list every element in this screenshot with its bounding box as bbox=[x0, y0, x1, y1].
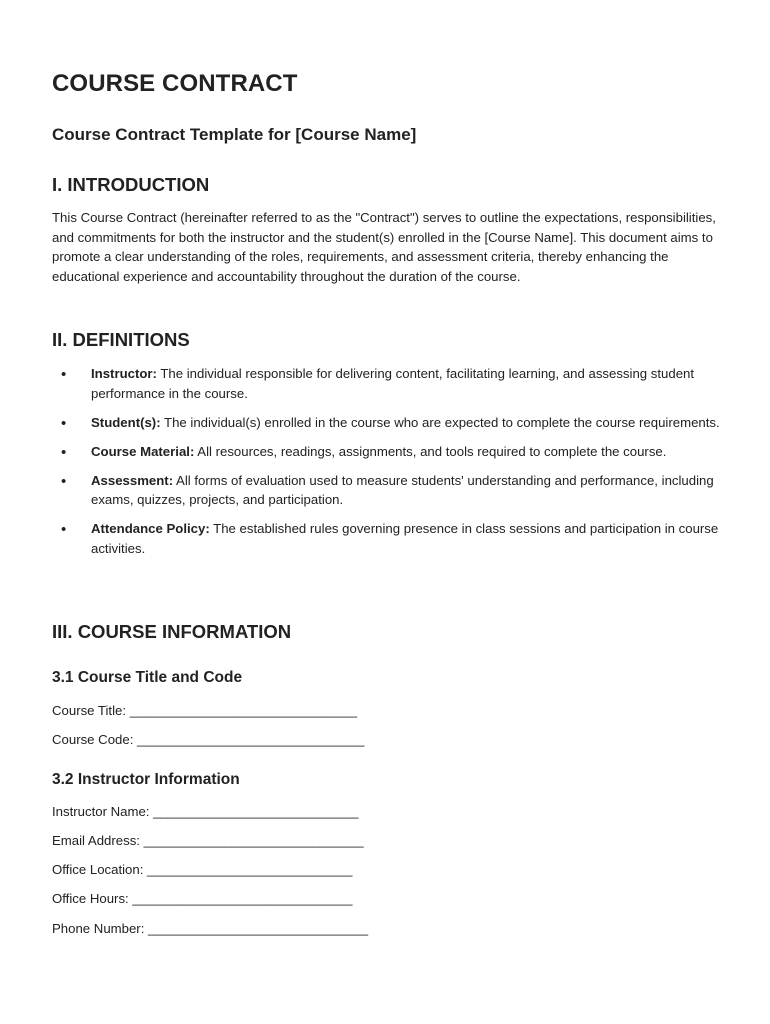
definition-term: Course Material: bbox=[91, 443, 195, 459]
document-subtitle: Course Contract Template for [Course Name] bbox=[52, 125, 417, 144]
course-code-field[interactable]: Course Code: _______________________________ bbox=[52, 732, 365, 747]
instructor-name-field[interactable]: Instructor Name: ____________________________ bbox=[52, 804, 359, 819]
introduction-heading: I. INTRODUCTION bbox=[52, 174, 210, 195]
bullet-icon: • bbox=[61, 443, 67, 461]
definition-text: All forms of evaluation used to measure students' understanding and performance, including exams, quizzes, projects, and participation. bbox=[91, 472, 714, 508]
course-title-code-heading: 3.1 Course Title and Code bbox=[52, 669, 243, 686]
definition-term: Instructor: bbox=[91, 366, 157, 381]
course-information-heading: III. COURSE INFORMATION bbox=[52, 621, 292, 642]
definition-term: Assessment: bbox=[91, 472, 174, 488]
definition-term: Attendance Policy: bbox=[91, 521, 210, 537]
introduction-paragraph: This Course Contract (hereinafter referred to as the "Contract") serves to outline the expectations, responsibilities, and commitments for both the instructor and the student(s) enrolled in the [Course Name]. This document aims to promote a clear understanding of the roles, requirements, and assessment criteria, thereby enhancing the educational experience and accountability throughout the duration of the course. bbox=[52, 210, 716, 284]
definition-text: The individual(s) enrolled in the course who are expected to complete the course requirements. bbox=[160, 414, 720, 430]
definition-item-students bbox=[52, 413, 720, 433]
bullet-icon: • bbox=[61, 366, 67, 383]
office-location-field[interactable]: Office Location: ____________________________ bbox=[52, 862, 353, 877]
definition-term: Student(s): bbox=[91, 414, 161, 430]
bullet-icon: • bbox=[61, 472, 67, 490]
bullet-icon: • bbox=[61, 414, 67, 432]
definition-item-course-material bbox=[52, 442, 720, 462]
document-title: COURSE CONTRACT bbox=[52, 70, 298, 97]
instructor-information-heading: 3.2 Instructor Information bbox=[52, 771, 240, 788]
definition-text: The established rules governing presence in class sessions and participation in course activities. bbox=[91, 521, 719, 556]
definition-item-instructor bbox=[52, 364, 720, 403]
definitions-list bbox=[52, 364, 720, 568]
bullet-icon: • bbox=[61, 521, 67, 539]
definition-text: The individual responsible for delivering content, facilitating learning, and assessing student performance in the course. bbox=[91, 366, 695, 401]
course-title-field[interactable]: Course Title: _______________________________ bbox=[52, 703, 358, 718]
definition-text: All resources, readings, assignments, and tools required to complete the course. bbox=[194, 443, 667, 459]
phone-number-field[interactable]: Phone Number: ______________________________ bbox=[52, 921, 369, 936]
email-address-field[interactable]: Email Address: ______________________________ bbox=[52, 833, 364, 848]
office-hours-field[interactable]: Office Hours: ______________________________ bbox=[52, 891, 353, 906]
definitions-heading: II. DEFINITIONS bbox=[52, 329, 190, 350]
definition-item-attendance-policy bbox=[52, 519, 720, 558]
definition-item-assessment bbox=[52, 471, 720, 510]
